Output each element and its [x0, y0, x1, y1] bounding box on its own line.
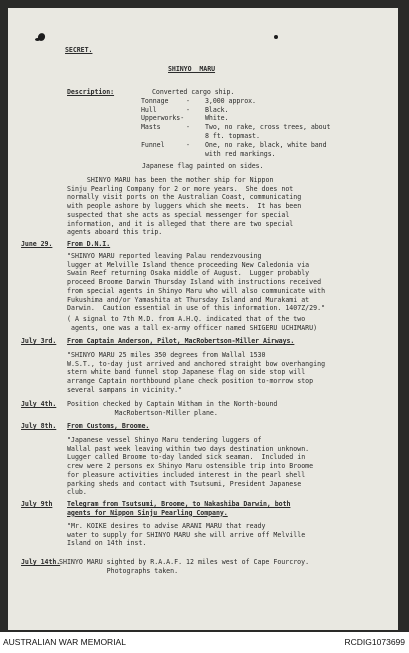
flag-note: Japanese flag painted on sides.: [142, 162, 264, 170]
archive-id: RCDIG1073699: [344, 637, 405, 647]
description-value: Black.: [205, 106, 229, 114]
entry-text: "Mr. KOIKE desires to advise ARANI MARU that ready water to supply for SHINYO MARU she will arrive off Melville Island on 14th inst.: [67, 522, 306, 548]
archive-name: AUSTRALIAN WAR MEMORIAL: [3, 637, 126, 647]
archive-footer: [0, 632, 409, 653]
description-sep: -: [186, 106, 190, 114]
description-value: One, no rake, black, white band with red markings.: [205, 141, 327, 158]
entry-source: Telegram from Tsutsumi, Broome, to Nakashiba Darwin, both agents for Nippon Sinju Pearling Company.: [67, 500, 291, 517]
entry-text: Position checked by Captain Witham in the North-bound MacRobertson-Miller plane.: [67, 400, 278, 417]
description-sep: -: [186, 97, 190, 105]
description-key: Upperworks-: [141, 114, 185, 122]
description-value: 3,000 approx.: [205, 97, 256, 105]
ink-blot: [35, 38, 40, 41]
description-key: Masts: [141, 123, 161, 131]
entry-date: June 29.: [21, 240, 53, 248]
description-sep: -: [186, 123, 190, 131]
intro-paragraph: SHINYO MARU has been the mother ship for Nippon Sinju Pearling Company for 2 or more years. She does not normally visit ports on the Australian Coast, communicating with people ashore by luggers which she meets. It has been suspected that she acts as special messenger for special information, and it is alleged that there are two special agents aboard this trip.: [67, 176, 302, 237]
document-title: SHINYO MARU: [168, 65, 216, 73]
entry-source: From Captain Anderson, Pilot, MacRobertson-Miller Airways.: [67, 337, 295, 345]
description-value: White.: [205, 114, 229, 122]
entry-text: "SHINYO MARU 25 miles 350 degrees from Wallal 1530 W.S.T., to-day just arrived and anchored straight bow overhanging stern white band funnel stop Japanese flag on side stop will arrange Captain northbound plane check position to-morrow stop several sampans in vicinity.": [67, 351, 326, 394]
description-key: Funnel: [141, 141, 165, 149]
entry-date: July 4th.: [21, 400, 57, 408]
description-value: Two, no rake, cross trees, about 8 ft. topmast.: [205, 123, 331, 140]
description-key: Tonnage: [141, 97, 169, 105]
entry-date: July 9th: [21, 500, 53, 508]
entry-text: "Japanese vessel Shinyo Maru tendering luggers of Wallal past week leaving within two days destination unknown. Lugger called Broome to-day landed sick seaman. Included in crew were 2 persons ex Shinyo Maru ostensible trip into Broome for pleasure activities included interest in the pearl shell parking sheds and contact with Tsutsumi, President Japanese club.: [67, 436, 314, 497]
entry-date: July 8th.: [21, 422, 57, 430]
entry-text: "SHINYO MARU reported leaving Palau rendezvousing lugger at Melville Island thence proceeding New Caledonia via Swain Reef returning Osaka middle of August. Lugger probably proceed Broome Darwin Thursday Island with instructions received from special agents in Shinyo Maru who will also communicate with Fukushima and/or Yamashita at Thursday Island and Murakami at Darwin. Caution essential in use of this information. 1407Z/29.": [67, 252, 326, 313]
entry-source: From Customs, Broome.: [67, 422, 150, 430]
document-page: [8, 8, 398, 630]
description-value: Converted cargo ship.: [152, 88, 235, 96]
entry-note: ( A signal to 7th M.D. from A.H.Q. indicated that of the two agents, one was a tall ex-army officer named SHIGERU UCHIMARU): [67, 315, 318, 332]
entry-date: July 14th.: [21, 558, 61, 566]
entry-text: SHINYO MARU sighted by R.A.A.F. 12 miles west of Cape Fourcroy. Photographs taken.: [59, 558, 310, 575]
description-sep: -: [186, 141, 190, 149]
entry-date: July 3rd.: [21, 337, 57, 345]
description-label: Description:: [67, 88, 115, 96]
ink-mark: [274, 35, 278, 39]
entry-source: From D.N.I.: [67, 240, 111, 248]
description-key: Hull: [141, 106, 157, 114]
classification-heading: SECRET.: [65, 46, 93, 54]
